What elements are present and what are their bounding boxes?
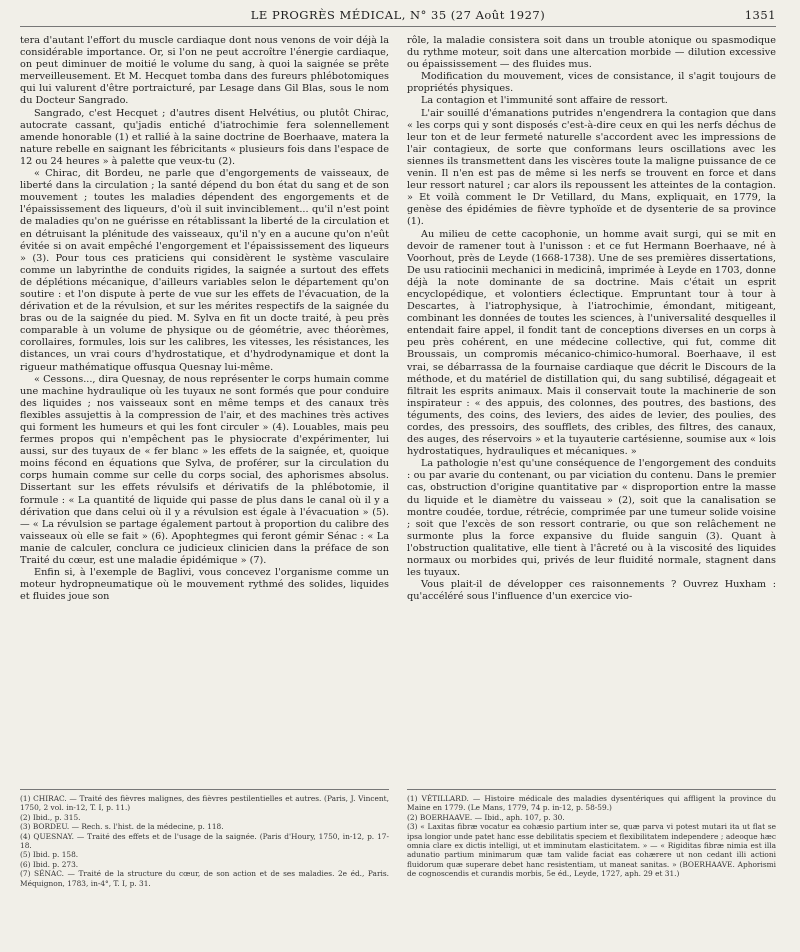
left-column-body	[20, 35, 389, 785]
footnote: (2) Ibid., p. 315.	[20, 812, 81, 822]
footnote: (6) Ibid. p. 273.	[20, 859, 79, 869]
paragraph: rôle, la maladie consistera soit dans un trouble atonique ou spasmodique du rythme moteur, soit dans une altercation morbide — dilution excessive ou épaississement — des fluides mus.	[407, 35, 776, 71]
footnote: (7) SÉNAC. — Traité de la structure du cœur, de son action et de ses maladies. 2e éd., Paris. Méquignon, 1783, in-4°, T. I, p. 31.	[20, 869, 389, 888]
left-footnotes	[20, 789, 389, 888]
text-columns	[20, 35, 776, 888]
paragraph: La pathologie n'est qu'une conséquence de l'engorgement des conduits : ou par avarie du contenant, ou par viciation du contenu. Dans le premier cas, obstruction d'origine quantitative par « disproportion entre la masse du liquide et le diamètre du vaisseau » (2), soit que la canalisation se montre coudée, tordue, rétrécie, comprimée par une tumeur solide voisine ; soit que l'excès de son ressort contrarie, ou que son relâchement ne surmonte plus la force expansive du fluide sanguin (3). Quant à l'obstruction qualitative, elle tient à l'âcreté ou à la viscosité des liquides normaux ou morbides qui, privés de leur fluidité normale, stagnent dans les tuyaux.	[407, 458, 776, 579]
right-column	[407, 35, 776, 888]
footnote: (5) Ibid. p. 158.	[20, 850, 79, 860]
paragraph: Au milieu de cette cacophonie, un homme avait surgi, qui se mit en devoir de ramener tout à l'unisson : et ce fut Hermann Boerhaave, né à Voorhout, près de Leyde (1668-1738). Une de ses premières dissertations, De usu ratiocinii mechanici in medicinâ, imprimée à Leyde en 1703, donne déjà la note dominante de sa doctrine. Mais c'était un esprit encyclopédique, et volontiers éclectique. Empruntant tour à tour à Descartes, à l'iatrophysique, à l'iatrochimie, émondant, mitigeant, combinant les données de toutes les sciences, à l'universalité desquelles il entendait faire appel, il fondit tant de conceptions diverses en un corps à peu près cohérent, en une médecine collective, qui fut, comme dit Broussais, un compromis mécanico-chimico-humoral. Boerhaave, il est vrai, se débarrassa de la fournaise cardiaque que décrit le Discours de la méthode, et du matériel de distillation qui, du sang subtilisé, dégageait et filtrait les esprits animaux. Mais il conservait toute la machinerie de son inspirateur : « des appuis, des colonnes, des poutres, des bastions, des téguments, des coins, des leviers, des aides de levier, des poulies, des cordes, des pressoirs, des soufflets, des cribles, des filtres, des canaux, des auges, des réservoirs » et la tuyauterie cartésienne, soumise aux « lois hydrostatiques, hydrauliques et mécaniques. »	[407, 228, 776, 458]
left-column	[20, 35, 389, 888]
paragraph: Sangrado, c'est Hecquet ; d'autres disent Helvétius, ou plutôt Chirac, autocrate cassant, qu'jadis entiché d'iatrochimie fera solennellement amende honorable (1) et rallié à la saine doctrine de Boerhaave, matera la nature rebelle en saignant les fébricitants « plusieurs fois dans l'espace de 12 ou 24 heures » à palette que veux-tu (2).	[20, 107, 389, 167]
footnote: (4) QUESNAY. — Traité des effets et de l'usage de la saignée. (Paris d'Houry, 1750, in-12, p. 17-18.	[20, 831, 389, 851]
footnote: (3) BORDEU. — Rech. s. l'hist. de la médecine, p. 118.	[20, 822, 224, 832]
footnote: (1) VÉTILLARD. — Histoire médicale des maladies dysentériques qui affligent la province du Maine en 1779. (Le Mans, 1779, 74 p. in-12, p. 58-59.)	[407, 794, 776, 813]
paragraph: Modification du mouvement, vices de consistance, il s'agit toujours de propriétés physiques.	[407, 71, 776, 95]
footnote: (1) CHIRAC. — Traité des fièvres malignes, des fièvres pestilentielles et autres. (Paris, J. Vincent, 1750, 2 vol. in-12, T. I, p. 11.)	[20, 794, 389, 813]
paragraph: La contagion et l'immunité sont affaire de ressort.	[421, 95, 668, 107]
page-number: 1351	[744, 8, 776, 22]
footnote: (2) BOERHAAVE. — Ibid., aph. 107, p. 30.	[407, 812, 565, 822]
paragraph: Enfin si, à l'exemple de Baglivi, vous concevez l'organisme comme un moteur hydropneumatique où le mouvement rythmé des solides, liquides et fluides joue son	[20, 567, 389, 603]
paragraph: « Cessons..., dira Quesnay, de nous représenter le corps humain comme une machine hydraulique où les tuyaux ne sont formés que pour conduire des liquides ; nos vaisseaux sont en même temps et des canaux très flexibles assujettis à la compression de l'air, et des machines très actives qui forment les humeurs et qui les font circuler » (4). Louables, mais peu fermes propos qui n'empêchent pas le physiocrate d'expérimenter, lui aussi, sur des tuyaux de « fer blanc » les effets de la saignée, et, quoique moins fécond en équations que Sylva, de proférer, sur la circulation du corps humain comme sur celle du corps social, des aphorismes absolus. Dissertant sur les effets révulsifs et dérivatifs de la phlébotomie, il formule : « La quantité de liquide qui passe de plus dans le canal où il y a dérivation que dans celui où il y a révulsion est égale à l'évacuation » (5). — « La révulsion se partage également partout à proportion du calibre des vaisseaux où elle se fait » (6). Apophtegmes qui feront gémir Sénac : « La manie de calculer, conclura ce judicieux clinicien dans la préface de son Traité du cœur, est une maladie épidémique » (7).	[20, 373, 389, 567]
right-footnotes	[407, 789, 776, 879]
paragraph: Vous plait-il de développer ces raisonnements ? Ouvrez Huxham : qu'accéléré sous l'influence d'un exercice vio-	[407, 579, 776, 603]
paragraph: L'air souillé d'émanations putrides n'engendrera la contagion que dans « les corps qui y sont disposés c'est-à-dire ceux en qui les nerfs déchus de leur ton et de leur fermeté naturelle s'accordent avec les impressions de l'air contagieux, de sorte que conformans leurs oscillations avec les siennes ils transmettent dans les viscères toute la maligne puissance de ce venin. Il n'en est pas de même si les nerfs se trouvent en force et dans leur ressort naturel ; car alors ils repoussent les atteintes de la contagion. » Et voilà comment le Dr Vetillard, du Mans, expliquait, en 1779, la genèse des épidémies de fièvre typhoïde et de dysenterie de sa province (1).	[407, 107, 776, 228]
right-column-body	[407, 35, 776, 785]
paragraph: « Chirac, dit Bordeu, ne parle que d'engorgements de vaisseaux, de liberté dans la circulation ; la santé dépend du bon état du sang et de son mouvement ; toutes les maladies dépendent des engorgements et de l'épaississement des liqueurs, d'où il suit invinciblement... qu'il n'est point de maladies qu'on ne guérisse en rétablissant la liberté de la circulation et en détruisant la plénitude des vaisseaux, qu'il n'y en a aucune qu'on n'eût évitée si on avait empêché l'engorgement et l'épaississement des liqueurs » (3). Pour tous ces praticiens qui considèrent le système vasculaire comme un labyrinthe de conduits rigides, la saignée a surtout des effets de déplétions mécanique, d'ailleurs variables selon le département qu'on soutire : et l'on dispute à perte de vue sur les effets de l'évacuation, de la dérivation et de la révulsion, et sur les mérites respectifs de la saignée du bras ou de la saignée du pied. M. Sylva en fit un docte traité, à peu près comparable à un volume de physique ou de géométrie, avec théorèmes, corollaires, formules, lois sur les calibres, les vitesses, les résistances, les distances, un vrai cours d'hydrostatique, et d'hydrodynamique et dont la rigueur mathématique offusqua Quesnay lui-même.	[20, 168, 389, 373]
footnote: (3) « Laxitas fibræ vocatur ea cohæsio partium inter se, quæ parva vi potest mutari ita ut flat se ipsa longior unde patet hanc esse debilitatis speciem et flexibilitatem independere ; adeoque hæc omnia clare ex dictis intelligi, ut et imminutam elasticitatem. » — « Rigiditas fibræ nimia est illa adunatio partium minimarum quæ tam valide faciat eas cohærere ut non cedant illi actioni fluidorum quæ superare debet hanc resistentiam, ut maneat sanitas. » (BOERHAAVE. Aphorismi de cognoscendis et curandis morbis, 5e éd., Leyde, 1727, aph. 29 et 31.)	[407, 822, 776, 879]
journal-title: LE PROGRÈS MÉDICAL, N° 35 (27 Août 1927)	[250, 8, 546, 22]
running-header	[20, 8, 776, 27]
paragraph: tera d'autant l'effort du muscle cardiaque dont nous venons de voir déjà la considérable importance. Or, si l'on ne peut accroître l'énergie cardiaque, on peut diminuer de moitié le volume du sang, à quoi la saignée se prête merveilleusement. Et M. Hecquet tomba dans des fureurs phlébotomiques qui lui valurent d'être portraicturé, par Lesage dans Gil Blas, sous le nom du Docteur Sangrado.	[20, 35, 389, 107]
